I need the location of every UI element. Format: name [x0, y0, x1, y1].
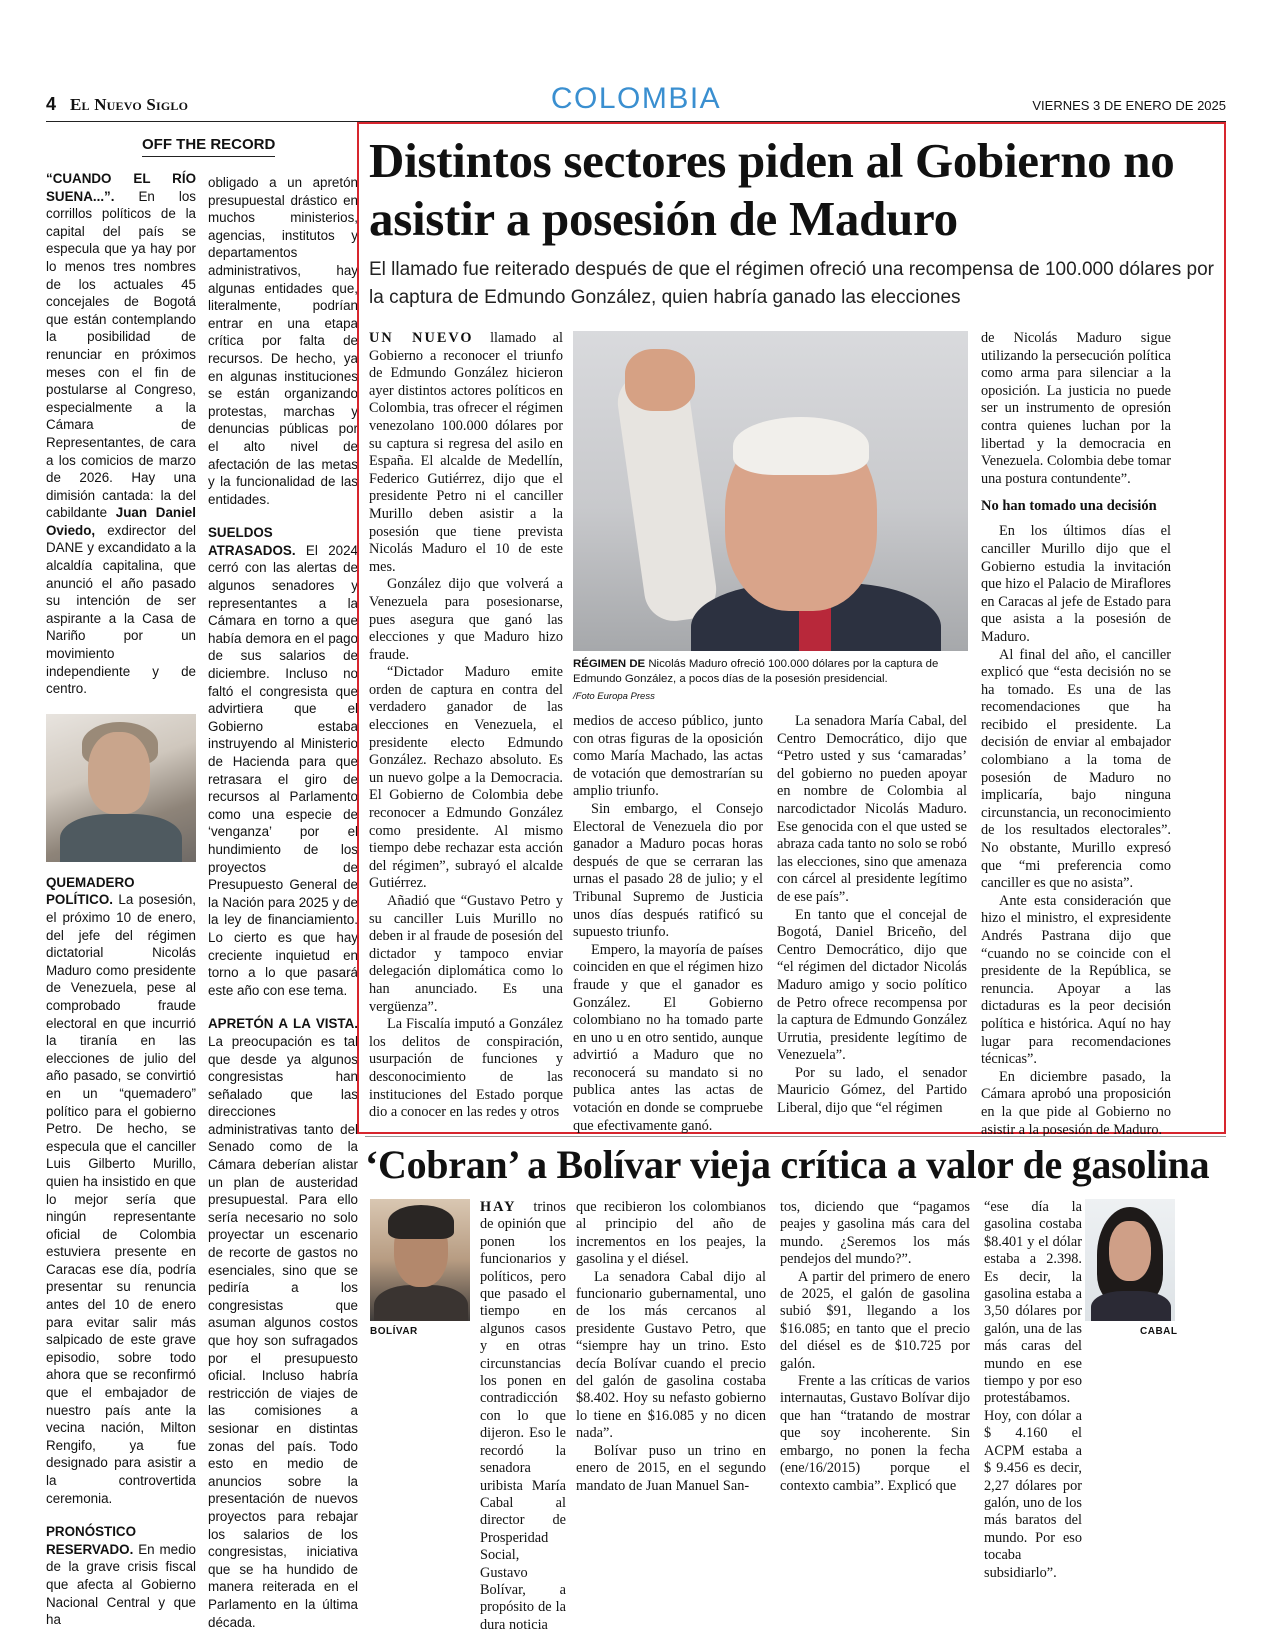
paragraph: En tanto que el concejal de Bogotá, Daniel Briceño, del Centro Democrático, dijo que “el régimen del dictador Nicolás Maduro amigo y socio político de Petro ofrece recompensa por la captura de Edmundo González Urrutia, presidente legítimo de Venezuela”. — [777, 906, 967, 1064]
otr-name: Juan Daniel Oviedo, — [46, 505, 196, 538]
main-column-2 — [573, 713, 763, 1135]
oviedo-photo — [46, 714, 196, 862]
paragraph: La senadora María Cabal, del Centro Democrático, dijo que “Petro usted y sus ‘camaradas’ del gobierno no pueden apoyar en nombre de Colombia al narcodictador Nicolás Maduro. Ese genocida con el que usted se abraza cada tanto no solo se robó las elecciones, sino que amenaza con cárcel al presidente legítimo de ese país”. — [777, 713, 967, 905]
otr-kicker: APRETÓN A LA VISTA. — [208, 1016, 358, 1032]
gonzalez-photo — [573, 331, 968, 651]
main-column-3 — [777, 713, 967, 1118]
main-article — [357, 122, 1226, 1138]
otr-kicker: SUELDOS ATRASADOS. — [208, 525, 296, 558]
paragraph: Bolívar puso un trino en enero de 2015, en el segundo mandato de Juan Manuel San- — [576, 1442, 766, 1494]
otr-item — [46, 170, 196, 698]
paragraph: En los últimos días el canciller Murillo dijo que el Gobierno estudia la invitación que hizo el Palacio de Miraflores en Caracas al jefe de Estado para que asista a la posesión de Maduro. — [981, 523, 1171, 645]
photo-caption — [573, 657, 968, 704]
second-column-3 — [780, 1199, 970, 1495]
paragraph — [369, 330, 563, 576]
second-column-1 — [370, 1199, 566, 1634]
subhead: No han tomado una decisión — [981, 498, 1157, 515]
main-headline: Distintos sectores piden al Gobierno no asistir a posesión de Maduro — [369, 133, 1175, 246]
paragraph: A partir del primero de enero de 2025, el galón de gasolina subió $91, llegando a los $16.085; en tanto que el precio del diésel es de $10.725 por galón. — [780, 1268, 970, 1372]
caption-text: Nicolás Maduro ofreció 100.000 dólares por la captura de Edmundo González, a pocos días de la posesión presidencial. — [573, 658, 939, 685]
otr-text: El 2024 cerró con las alertas de algunos senadores y representantes a la Cámara en torno a que había demora en el pago de sus salarios de diciembre. Incluso no faltó el congresista que advirtiera que el Gobierno estaba instruyendo al Ministerio de Hacienda para que retrasara el giro de recursos al Parlamento como una especie de ‘venganza’ por el hundimiento de los proyectos de Presupuesto General de la Nación para 2025 y de la ley de financiamiento. Lo cierto es que hay creciente inquietud en torno a lo que pasará este año con ese tema. — [208, 542, 358, 998]
otr-column-2 — [208, 174, 358, 1647]
paragraph: Sin embargo, el Consejo Electoral de Venezuela dio por ganador a Maduro pocas horas después de que se cerraran las urnas el pasado 28 de julio; y el Tribunal Supremo de Justicia unos días después ratificó su supuesto triunfo. — [573, 800, 763, 941]
paragraph: Por su lado, el senador Mauricio Gómez, del Partido Liberal, dijo que “el régimen — [777, 1064, 967, 1117]
main-column-4 — [981, 330, 1171, 1139]
paragraph: “ese día la gasolina costaba $8.401 y el dólar estaba a 2.398. Es decir, la gasolina estaba a 3,50 dólares por galón, una de las más caras del mundo en ese tiempo y por eso protestábamos. Hoy, con dólar a $ 4.160 el ACPM estaba a $ 9.456 es decir, 2,27 dólares por galón, uno de los más baratos del mundo. Por eso tocaba subsidiarlo”. — [984, 1199, 1082, 1581]
otr-text: En medio de la grave crisis fiscal que afecta al Gobierno Nacional Central y que ha — [46, 1541, 196, 1628]
paragraph: de Nicolás Maduro sigue utilizando la persecución política como arma para silenciar a la oposición. La justicia no puede ser un instrumento de opresión contra quienes luchan por la libertad y la democracia en Venezuela. Colombia debe tomar una postura contundente”. — [981, 330, 1171, 487]
otr-item — [46, 874, 196, 1507]
paragraph: tos, diciendo que “pagamos peajes y gasolina más cara del mundo. ¿Seremos los más pendejos del mundo?”. — [780, 1199, 970, 1268]
main-deck: El llamado fue reiterado después de que el régimen ofreció una recompensa de 100.000 dólares por la captura de Edmundo González, quien habría ganado las elecciones — [369, 259, 1214, 308]
otr-item — [46, 1523, 196, 1629]
paragraph: La senadora Cabal dijo al funcionario gubernamental, uno de los más cercanos al presidente Gustavo Petro, que “siempre hay un trino. Esto decía Bolívar cuando el precio del galón de gasolina costaba $8.402. Hoy su nefasto gobierno lo tiene en $16.085 y no dicen nada”. — [576, 1268, 766, 1442]
page-header — [46, 82, 1226, 122]
otr-text: La posesión, el próximo 10 de enero, del jefe del régimen dictatorial Nicolás Maduro como presidente de Venezuela, pese al comprobado fraude electoral en que incurrió la tiranía en las elecciones de julio del año pasado, se convirtió en un “quemadero” político para el gobierno Petro. De hecho, se especula que el canciller Luis Gilberto Murillo, quien ha insistido en que lo mejor sería que ningún representante oficial de Colombia estuviera presente en Caracas ese día, podría presentar su renuncia antes del 10 de enero para evitar salir más salpicado de este grave episodio, sobre todo ahora que se reconfirmó que el embajador de nuestro país ante la vecina nación, Milton Rengifo, ya fue designado para asistir a la controvertida ceremonia. — [46, 892, 196, 1506]
paragraph: Ante esta consideración que hizo el ministro, el expresidente Andrés Pastrana dijo que “cuando no se coincide con el presidente de la República, se renuncia. Apoyar a las dictaduras es la peor decisión política e histórica. Aquí no hay lugar para recomendaciones técnicas”. — [981, 892, 1171, 1068]
off-the-record-column — [46, 130, 358, 1630]
paragraph: que recibieron los colombianos al principio del año de incrementos en los peajes, la gasolina y el diésel. — [576, 1199, 766, 1268]
otr-column-1 — [46, 170, 196, 1645]
otr-text: En los corrillos políticos de la capital del país se especula que ya hay por lo menos tres nombres de los actuales 45 concejales de Bogotá que están contemplando la posibilidad de renunciar en próximos meses con el fin de postularse al Congreso, especialmente a la Cámara de Representantes, de cara a los comicios de marzo de 2026. Hay una dimisión cantada: la del cabildante — [46, 188, 196, 521]
otr-kicker: PRONÓSTICO RESERVADO. — [46, 1524, 137, 1557]
otr-text: obligado a un apretón presupuestal drástico en muchos ministerios, agencias, institutos y departamentos administrativos, hay algunas entidades que, literalmente, podrían entrar en una etapa crítica por falta de recursos. De hecho, ya en algunas instituciones se están organizando protestas, marchas y denuncias públicas por el alto nivel de afectación de las metas y la funcionalidad de las entidades. — [208, 175, 358, 507]
main-column-1 — [369, 330, 563, 1122]
issue-date: VIERNES 3 DE ENERO DE 2025 — [1032, 98, 1226, 113]
paragraph-text: trinos de opinión que ponen los funcionarios y políticos, pero que pasado el tiempo en algunos casos y en otras circunstancias los ponen en contradicción con lo que dijeron. Eso le recordó la senadora uribista María Cabal al director de Prosperidad Social, Gustavo Bolívar, a propósito de la dura noticia — [480, 1199, 566, 1633]
second-column-2 — [576, 1199, 766, 1495]
otr-text: exdirector del DANE y excandidato a la alcaldía capitalina, que anunció el año pasado su intención de ser aspirante a la Casa de Nariño por un movimiento independiente y de centro. — [46, 522, 196, 697]
divider — [365, 1136, 1226, 1137]
paragraph: En diciembre pasado, la Cámara aprobó una proposición en la que pide al Gobierno no asistir a la posesión de Maduro. — [981, 1068, 1171, 1138]
paragraph-text: llamado al Gobierno a reconocer el triunfo de Edmundo González hicieron ayer distintos actores políticos en Colombia, tras ofrecer el régimen venezolano 100.000 dólares por su captura si regresa del asilo en España. El alcalde de Medellín, Federico Gutiérrez, dijo que el presidente Petro ni el canciller Murillo deben asistir a la posesión que tiene prevista Nicolás Maduro el 10 de este mes. — [369, 330, 563, 575]
paragraph: Frente a las críticas de varios internautas, Gustavo Bolívar dijo que han “tratando de mostrar que soy incoherente. Sin embargo, no ponen la fecha (ene/16/2015) porque el contexto cambia”. Explicó que — [780, 1373, 970, 1494]
otr-item — [208, 524, 358, 999]
bolivar-photo-label: BOLÍVAR — [370, 1326, 418, 1337]
paragraph: González dijo que volverá a Venezuela para posesionarse, pues asegura que ganó las elecciones y que Maduro hizo fraude. — [369, 576, 563, 663]
photo-credit: /Foto Europa Press — [573, 691, 655, 702]
lead-word: HAY — [480, 1199, 517, 1215]
second-column-4 — [984, 1199, 1174, 1582]
second-headline: ‘Cobran’ a Bolívar vieja crítica a valor de gasolina — [365, 1142, 1210, 1187]
paragraph — [480, 1199, 566, 1634]
cabal-photo-label: CABAL — [1140, 1326, 1178, 1337]
publication-name: El Nuevo Siglo — [70, 95, 189, 114]
lead-word: UN NUEVO — [369, 330, 474, 346]
otr-kicker: QUEMADERO POLÍTICO. — [46, 874, 135, 908]
page-number: 4 — [46, 94, 57, 114]
paragraph: Añadió que “Gustavo Petro y su canciller Luis Murillo no deben ir al fraude de posesión del dictador y tampoco enviar delegación diplomática como lo han anunciado. Es una vergüenza”. — [369, 893, 563, 1015]
off-the-record-title: OFF THE RECORD — [142, 136, 275, 157]
paragraph: medios de acceso público, junto con otras figuras de la oposición como María Machado, las actas de votación que demostrarían su amplio triunfo. — [573, 713, 763, 800]
paragraph: “Dictador Maduro emite orden de captura en contra del verdadero ganador de las elecciones en Venezuela, el presidente electo Edmundo González. Rechazo absoluto. Es un nuevo golpe a la Democracia. El Gobierno de Colombia debe reconocer a Edmundo González como presidente. Al mismo tiempo debe rechazar esta acción del régimen”, subrayó el alcalde Gutiérrez. — [369, 664, 563, 892]
paragraph: La Fiscalía imputó a González los delitos de conspiración, usurpación de funciones y desconocimiento de las instituciones del Estado porque dio a conocer en las redes y otros — [369, 1016, 563, 1121]
otr-item — [208, 1015, 358, 1631]
otr-text: La preocupación es tal que desde ya algunos congresistas han señalado que las direcciones administrativas tanto del Senado como de la Cámara deberían alistar un plan de austeridad presupuestal. Para ello sería necesario no solo proyectar un escenario de recorte de gastos no esenciales, sino que se pediría a los congresistas que asuman algunos costos que hoy son sufragados por el presupuesto oficial. Incluso habría restricción de viajes de las comisiones a sesionar en distintas zonas del país. Todo esto en medio de anuncios sobre la presentación de nuevos proyectos para rebajar los salarios de los congresistas, iniciativa que se ha hundido de manera reiterada en el Parlamento en la última década. — [208, 1033, 358, 1630]
paragraph: Al final del año, el canciller explicó que “esta decisión no se ha tomado. Es una de las recomendaciones que ha recibido el presidente. La decisión de enviar al embajador colombiano a la toma de posesión de Maduro no implicaría, bajo ninguna circunstancia, un reconocimiento de los resultados electorales”. No obstante, Murillo expresó que “mi preferencia como canciller es que no asista”. — [981, 646, 1171, 892]
paragraph: Empero, la mayoría de países coinciden en que el régimen hizo fraude y que el ganador es González. El Gobierno colombiano no ha tomado parte en uno u en otro sentido, aunque advirtió a Maduro que no reconocerá su mandato si no publica antes las actas de votación en donde se compruebe que efectivamente ganó. — [573, 941, 763, 1134]
caption-lead: RÉGIMEN DE — [573, 658, 646, 670]
section-title: COLOMBIA — [550, 82, 722, 115]
otr-kicker: “CUANDO EL RÍO SUENA...”. — [46, 171, 196, 204]
